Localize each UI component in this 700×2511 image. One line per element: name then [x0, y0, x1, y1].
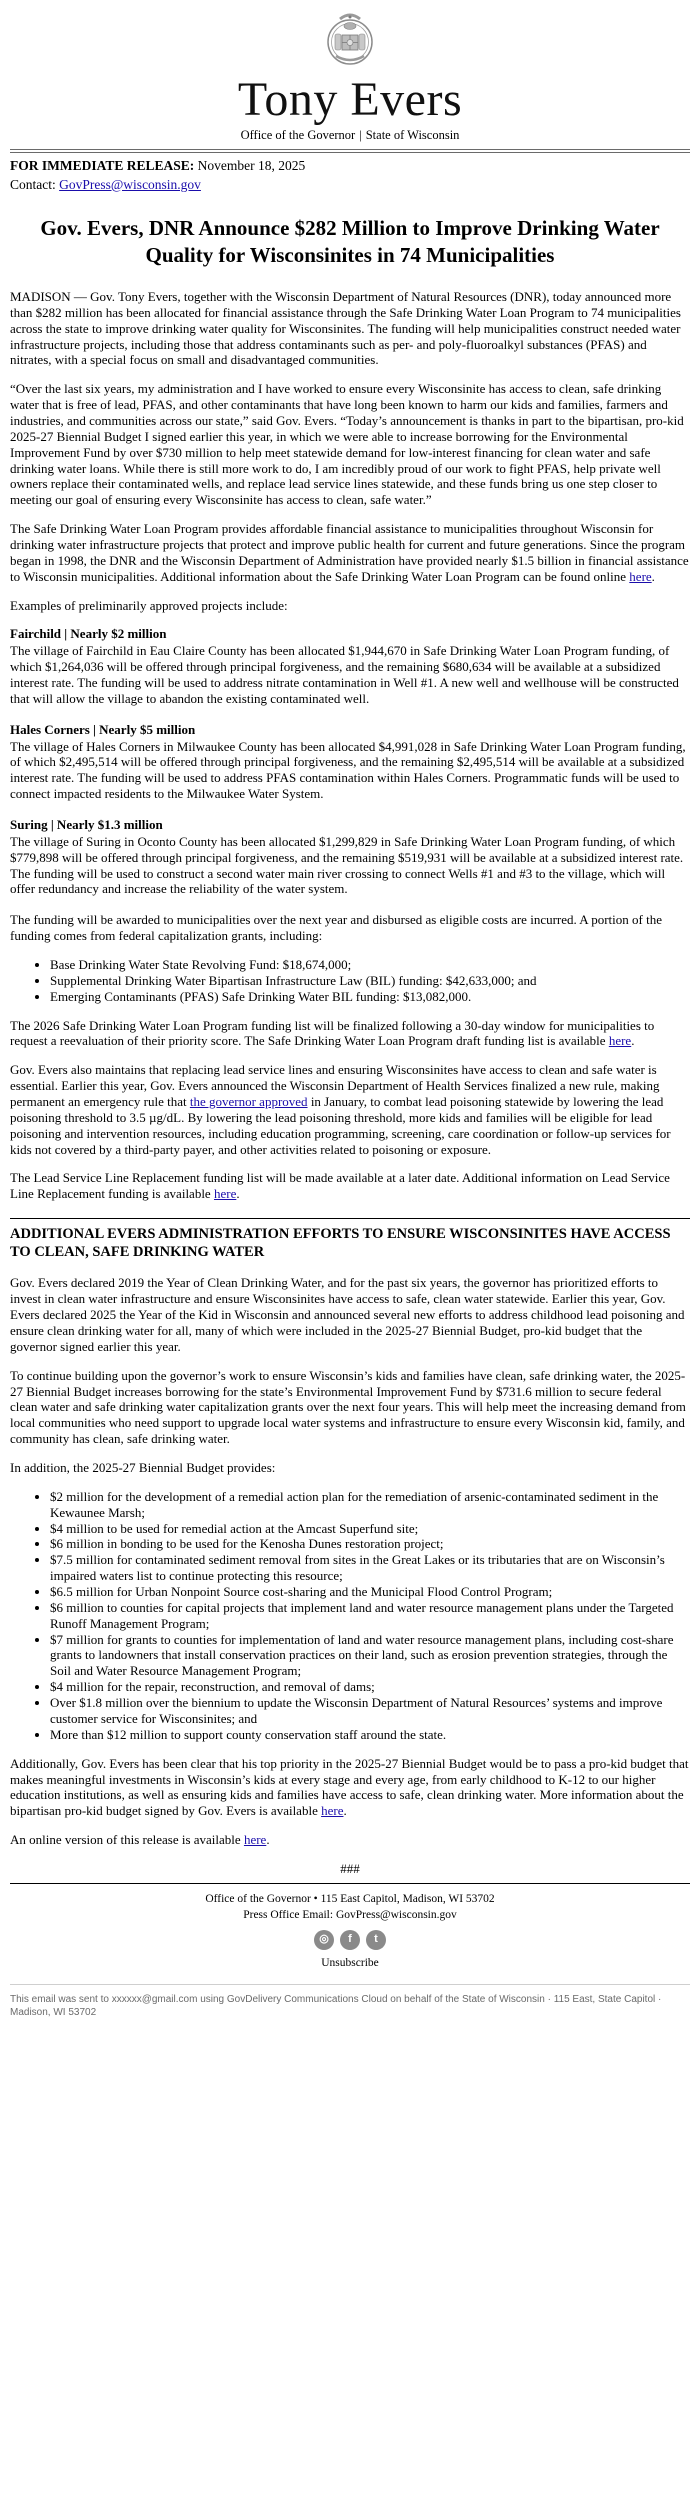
program-text: The Safe Drinking Water Loan Program provides affordable financial assistance to municipalities throughout Wisconsin for drinking water infrastructure projects that protect and improve public health for current and future generations. Since the program began in 1998, the DNR and the Wisconsin Department of Administration have provided nearly $1.5 billion in financial assistance to Wisconsin municipalities. Additional information about the Safe Drinking Water Loan Program can be found online: [10, 521, 689, 584]
funding-list-paragraph: The 2026 Safe Drinking Water Loan Program funding list will be finalized following a 30-day window for municipalities to request a reevaluation of their priority score. The Safe Drinking Water Loan Program draft funding list is available here.: [10, 1017, 655, 1049]
footer: [10, 1884, 690, 1974]
press-label: Press Office Email:: [243, 1908, 334, 1921]
project-fairchild: [10, 626, 690, 706]
lead-text-b: in January, to combat lead poisoning statewide by lowering the lead poisoning threshold to 3.5 µg/dL. By lowering the lead poisoning threshold, more kids and families will be eligible for lead poisoning and intervention resources, including education programming, screening, care coordination or follow-up services for kids not covered by a third-party payer, and other activities related to poisoning or exposure.: [10, 1094, 671, 1157]
contact-email-link[interactable]: GovPress@wisconsin.gov: [59, 176, 201, 192]
footer-address: Office of the Governor • 115 East Capitol, Madison, WI 53702: [205, 1892, 495, 1905]
contact-label: Contact:: [10, 176, 56, 192]
release-date: November 18, 2025: [197, 158, 306, 174]
section-heading: ADDITIONAL EVERS ADMINISTRATION EFFORTS TO ENSURE WISCONSINITES HAVE ACCESS TO CLEAN, SAFE DRINKING WATER: [10, 1226, 671, 1261]
unsubscribe-link[interactable]: Unsubscribe: [321, 1956, 379, 1969]
social-links: [10, 1930, 690, 1950]
list-item: • $4 million to be used for remedial action at the Amcast Superfund site;: [50, 1521, 690, 1537]
office-subtitle: Office of the Governor | State of Wisconsin: [240, 128, 460, 142]
lsl-info-link[interactable]: here: [213, 1186, 237, 1202]
funding-paragraph: The funding will be awarded to municipalities over the next year and disbursed as eligible costs are incurred. A portion of the funding comes from federal capitalization grants, including:: [10, 912, 662, 944]
budget-list: [10, 1489, 690, 1743]
press-email: GovPress@wisconsin.gov: [335, 1908, 457, 1921]
lead-text-a: Gov. Evers also maintains that replacing lead service lines and ensuring Wisconsinites have access to clean and safe water is essential. Earlier this year, Gov. Evers announced the Wisconsin Department of Health Services finalized a new rule, making permanent an emergency rule that: [10, 1062, 660, 1110]
delivery-note: This email was sent to xxxxxx@gmail.com using GovDelivery Communications Cloud on behalf of the State of Wisconsin · 115 East, State Capitol · Madison, WI 53702: [10, 1984, 690, 2029]
wisconsin-seal-icon: [318, 6, 382, 70]
building-paragraph: To continue building upon the governor’s work to ensure Wisconsin’s kids and families have clean, safe drinking water, the 2025-27 Biennial Budget increases borrowing for the state’s Environmental Improvement Fund by $731.6 million to secure federal clean water and safe drinking water capitalization grants over the next four years. This will help meet the increasing demand from local communities who need support to upgrade local water systems and infrastructure to ensure every Wisconsin kid, family, and community has clean, safe drinking water.: [10, 1367, 686, 1447]
release-label: FOR IMMEDIATE RELEASE:: [10, 158, 195, 174]
footer-press-line: [10, 1908, 690, 1922]
list-item: • $7.5 million for contaminated sediment removal from sites in the Great Lakes or its tributaries that are on Wisconsin’s impaired waters list to continue protecting this resource;: [50, 1552, 690, 1584]
project-heading: Fairchild | Nearly $2 million: [10, 626, 167, 642]
draft-list-link[interactable]: here: [608, 1033, 632, 1049]
list-item: • $6 million in bonding to be used for the Kenosha Dunes restoration project;: [50, 1536, 690, 1552]
lead-paragraph: [10, 1062, 690, 1157]
project-suring: [10, 817, 690, 897]
online-version-paragraph: An online version of this release is available here.: [10, 1832, 270, 1848]
online-version-link[interactable]: here: [243, 1832, 267, 1848]
project-heading: Suring | Nearly $1.3 million: [10, 817, 163, 832]
project-body: The village of Hales Corners in Milwaukee County has been allocated $4,991,028 in Safe Drinking Water Loan Program funding, of which $2,495,514 will be offered through principal forgiveness, and the remaining $2,495,514 will be available at a subsidized interest rate. The funding will be used to address PFAS contamination within Hales Corners. Programmatic funds will be used to connect impacted residents to the Milwaukee Water System.: [10, 738, 686, 802]
project-hales-corners: [10, 722, 690, 802]
lsl-paragraph: The Lead Service Line Replacement funding list will be made available at a later date. Additional information on Lead Service Line Replacement funding is available here.: [10, 1170, 670, 1202]
masthead-divider: [10, 149, 690, 153]
state-name: State of Wisconsin: [365, 128, 460, 142]
online-version-text: An online version of this release is available: [10, 1832, 244, 1848]
list-item: • $7 million for grants to counties for implementation of land and water resource management plans, including cost-share grants to landowners that install conservation practices on their land, such as erosion prevention strategies, through the Soil and Water Resource Management Program;: [50, 1632, 690, 1680]
release-date-line: [10, 158, 690, 174]
list-item: • $6 million to counties for capital projects that implement land and water resource management plans under the Targeted Runoff Management Program;: [50, 1600, 690, 1632]
additionally-text: Additionally, Gov. Evers has been clear that his top priority in the 2025-27 Biennial Budget would be to pass a pro-kid budget that makes meaningful investments in Wisconsin’s kids at every stage and every age, from early childhood to K-12 to our higher education institutions, as well as ensuring kids and families have access to safe, clean drinking water. More information about the bipartisan pro-kid budget signed by Gov. Evers is available: [10, 1755, 689, 1819]
budget-intro: In addition, the 2025-27 Biennial Budget provides:: [10, 1460, 276, 1476]
list-item: • Over $1.8 million over the biennium to update the Wisconsin Department of Natural Resources’ systems and improve customer service for Wisconsinites; and: [50, 1695, 690, 1727]
headline: Gov. Evers, DNR Announce $282 Million to Improve Drinking Water Quality for Wisconsinites in 74 Municipalities: [40, 216, 660, 268]
grants-list: [10, 957, 690, 1005]
office-name: Office of the Governor: [240, 128, 356, 142]
quote-paragraph: “Over the last six years, my administration and I have worked to ensure every Wisconsinite has access to clean, safe drinking water that is free of lead, PFAS, and other contaminants that have long been known to harm our kids and families, farmers and industries, and communities across our state,” said Gov. Evers. “Today’s announcement is thanks in part to the bipartisan, pro-kid 2025-27 Biennial Budget I signed earlier this year, in which we were able to increase borrowing for the Environmental Improvement Fund by over $730 million to help meet statewide demand for low-interest financing for clean water and safe drinking water loans. While there is still more work to do, I am incredibly proud of our work to fight PFAS, help private well owners replace their contaminated wells, and replace lead service lines statewide, and these funds bring us one step closer to meeting our goal of ensuring every Wisconsinite has access to clean, safe water.”: [10, 381, 684, 508]
twitter-icon[interactable]: t: [366, 1930, 386, 1950]
project-body: The village of Fairchild in Eau Claire County has been allocated $1,944,670 in Safe Drinking Water Loan Program funding, of which $1,264,036 will be offered through principal forgiveness, and the remaining $680,634 will be available at a subsidized interest rate. The funding will be used to address nitrate contamination in Well #1. A new well and wellhouse will be constructed that will allow the village to abandon the existing contaminated well.: [10, 643, 679, 706]
instagram-icon[interactable]: ◎: [314, 1930, 334, 1950]
year-clean-water-paragraph: Gov. Evers declared 2019 the Year of Clean Drinking Water, and for the past six years, the governor has prioritized efforts to invest in clean water infrastructure and ensure Wisconsinites have access to safe, clean water statewide. Earlier this year, Gov. Evers declared 2025 the Year of the Kid in Wisconsin and announced several new efforts to address childhood lead poisoning and ensure clean drinking water for all, many of which were included in the 2025-27 Biennial Budget, pro-kid budget that the governor signed earlier this year.: [10, 1275, 685, 1354]
list-item: • Base Drinking Water State Revolving Fund: $18,674,000;: [50, 957, 690, 973]
funding-list-text: The 2026 Safe Drinking Water Loan Program funding list will be finalized following a 30-day window for municipalities to request a reevaluation of their priority score. The Safe Drinking Water Loan Program draft funding list is available: [10, 1017, 655, 1049]
contact-line: [10, 177, 690, 193]
program-paragraph: The Safe Drinking Water Loan Program provides affordable financial assistance to municipalities throughout Wisconsin for drinking water infrastructure projects that protect and improve public health for current and future generations. Since the program began in 1998, the DNR and the Wisconsin Department of Administration have provided nearly $1.5 billion in financial assistance to Wisconsin municipalities. Additional information about the Safe Drinking Water Loan Program can be found online here.: [10, 521, 689, 584]
list-item: • $4 million for the repair, reconstruction, and removal of dams;: [50, 1679, 690, 1695]
facebook-icon[interactable]: f: [340, 1930, 360, 1950]
list-item: • Supplemental Drinking Water Bipartisan Infrastructure Law (BIL) funding: $42,633,000; and: [50, 973, 690, 989]
governor-name: Tony Evers: [237, 73, 463, 126]
list-item: • $6.5 million for Urban Nonpoint Source cost-sharing and the Municipal Flood Control Program;: [50, 1584, 690, 1600]
intro-paragraph: MADISON — Gov. Tony Evers, together with the Wisconsin Department of Natural Resources (DNR), today announced more than $282 million has been allocated for financial assistance through the Safe Drinking Water Loan Program to 74 municipalities across the state to improve drinking water quality for Wisconsinites. The funding will help municipalities construct needed water infrastructure projects, including those that address contaminants such as per- and poly-fluoroalkyl substances (PFAS) and nitrates, with a special focus on small and disadvantaged communities.: [10, 288, 681, 368]
project-heading: Hales Corners | Nearly $5 million: [10, 721, 196, 737]
additionally-paragraph: Additionally, Gov. Evers has been clear that his top priority in the 2025-27 Biennial Budget would be to pass a pro-kid budget that makes meaningful investments in Wisconsin’s kids at every stage and every age, from early childhood to K-12 to our higher education institutions, as well as ensuring kids and families have access to safe, clean drinking water. More information about the bipartisan pro-kid budget signed by Gov. Evers is available here.: [10, 1755, 689, 1819]
end-mark: ###: [340, 1860, 360, 1876]
examples-intro: Examples of preliminarily approved projects include:: [10, 597, 288, 613]
project-body: The village of Suring in Oconto County has been allocated $1,299,829 in Safe Drinking Water Loan Program funding, of which $779,898 will be offered through principal forgiveness, and the remaining $519,931 will be available at a subsidized interest rate. The funding will be used to construct a second water main river crossing to connect Wells #1 and #3 to the village, which will offer redundancy and increase the reliability of the water system.: [10, 833, 684, 897]
list-item: • More than $12 million to support county conservation staff around the state.: [50, 1727, 690, 1743]
section-divider: [10, 1218, 690, 1219]
lsl-text: The Lead Service Line Replacement funding list will be made available at a later date. Additional information on Lead Service Line Replacement funding is available: [10, 1170, 670, 1202]
governor-approved-link[interactable]: the governor approved: [189, 1094, 308, 1110]
list-item: • $2 million for the development of a remedial action plan for the remediation of arsenic-contaminated sediment in the Kewaunee Marsh;: [50, 1489, 690, 1521]
list-item: • Emerging Contaminants (PFAS) Safe Drinking Water BIL funding: $13,082,000.: [50, 989, 690, 1005]
budget-info-link[interactable]: here: [321, 1803, 344, 1819]
masthead: [10, 0, 690, 143]
program-info-link[interactable]: here: [629, 568, 652, 584]
